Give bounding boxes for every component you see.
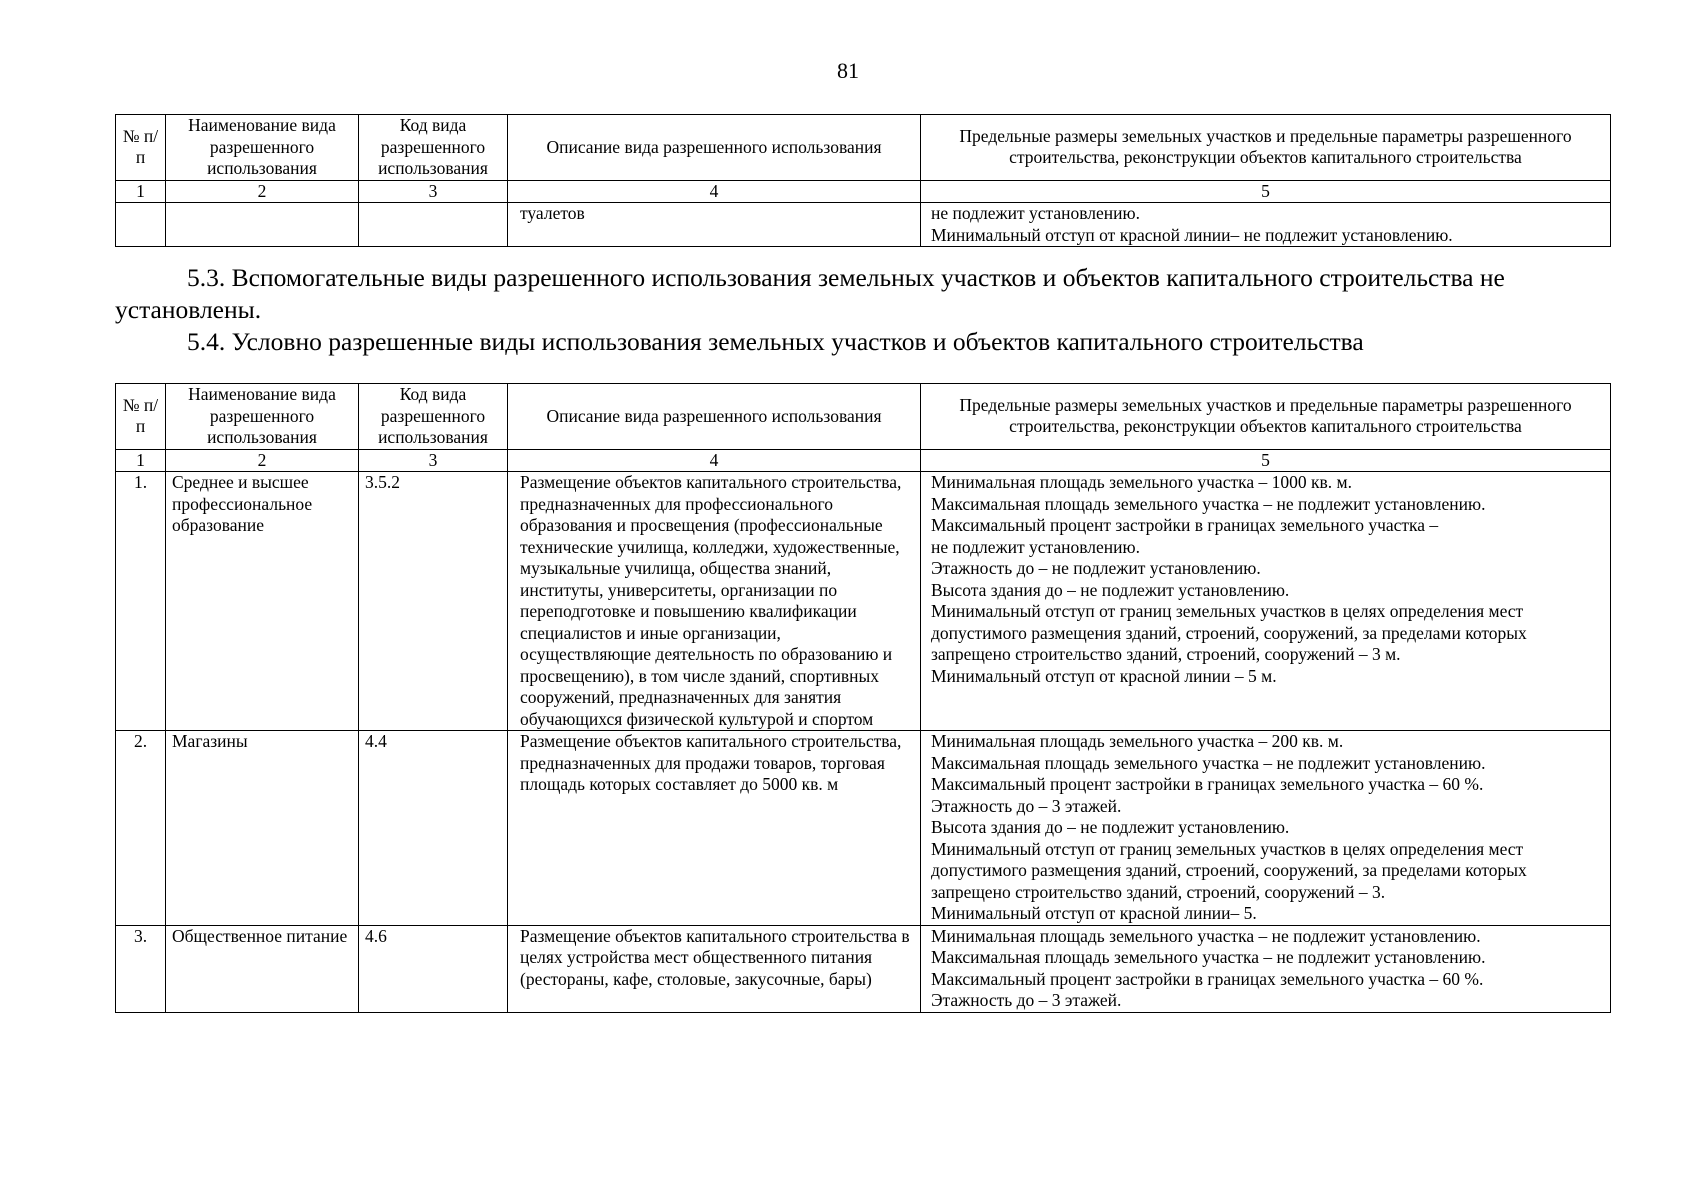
header-number: № п/п [116,115,166,181]
table-row [116,203,1611,247]
column-number: 1 [116,449,166,472]
table-header-row [116,384,1611,450]
table-row [116,472,1611,731]
column-number: 4 [508,449,921,472]
column-number: 3 [359,449,508,472]
table-row [116,731,1611,926]
header-description: Описание вида разрешенного использования [508,115,921,181]
row-description: туалетов [508,203,921,247]
column-number: 4 [508,180,921,203]
row-code [359,203,508,247]
column-number: 5 [921,449,1611,472]
header-name: Наименование вида разрешенного использования [166,115,359,181]
row-params: Минимальная площадь земельного участка – 1000 кв. м. Максимальная площадь земельного участка – не подлежит установлению. Максимальный процент застройки в границах земельного участка – не подлежит установлению. Этажность до – не подлежит установлению. Высота здания до – не подлежит установлению. Минимальный отступ от границ земельных участков в целях определения мест допустимого размещения зданий, строений, сооружений, за пределами которых запрещено строительство зданий, строений, сооружений – 3 м. Минимальный отступ от красной линии – 5 м. [921,472,1611,731]
header-code: Код вида разрешенного использования [359,384,508,450]
row-params: не подлежит установлению. Минимальный отступ от красной линии– не подлежит установлению. [921,203,1611,247]
section-heading-5-3: 5.3. Вспомогательные виды разрешенного использования земельных участков и объектов капитального строительства не установлены. [115,263,1505,324]
row-name [166,203,359,247]
column-number: 3 [359,180,508,203]
header-name: Наименование вида разрешенного использования [166,384,359,450]
column-number: 1 [116,180,166,203]
row-params: Минимальная площадь земельного участка – 200 кв. м. Максимальная площадь земельного участка – не подлежит установлению. Максимальный процент застройки в границах земельного участка – 60 %. Этажность до – 3 этажей. Высота здания до – не подлежит установлению. Минимальный отступ от границ земельных участков в целях определения мест допустимого размещения зданий, строений, сооружений, за пределами которых запрещено строительство зданий, строений, сооружений – 3. Минимальный отступ от красной линии– 5. [921,731,1611,926]
row-description: Размещение объектов капитального строительства, предназначенных для профессионального образования и просвещения (профессиональные технические училища, колледжи, художественные, музыкальные училища, общества знаний, институты, университеты, организации по переподготовке и повышению квалификации специалистов и иные организации, осуществляющие деятельность по образованию и просвещению), в том числе зданий, спортивных сооружений, предназначенных для занятия обучающихся физической культурой и спортом [508,472,921,731]
header-params: Предельные размеры земельных участков и предельные параметры разрешенного строительства, реконструкции объектов капитального строительства [921,115,1611,181]
page-number: 81 [837,58,859,83]
row-name: Магазины [166,731,359,926]
table-header-row [116,115,1611,181]
row-code: 3.5.2 [359,472,508,731]
header-params: Предельные размеры земельных участков и предельные параметры разрешенного строительства, реконструкции объектов капитального строительства [921,384,1611,450]
column-number: 2 [166,180,359,203]
row-code: 4.4 [359,731,508,926]
row-name: Общественное питание [166,925,359,1012]
header-description: Описание вида разрешенного использования [508,384,921,450]
column-number: 5 [921,180,1611,203]
column-number-row [116,180,1611,203]
row-description: Размещение объектов капитального строительства в целях устройства мест общественного питания (рестораны, кафе, столовые, закусочные, бары) [508,925,921,1012]
column-number: 2 [166,449,359,472]
row-number [116,203,166,247]
header-number: № п/п [116,384,166,450]
row-params: Минимальная площадь земельного участка – не подлежит установлению. Максимальная площадь земельного участка – не подлежит установлению. Максимальный процент застройки в границах земельного участка – 60 %. Этажность до – 3 этажей. [921,925,1611,1012]
row-number: 3. [116,925,166,1012]
row-description: Размещение объектов капитального строительства, предназначенных для продажи товаров, торговая площадь которых составляет до 5000 кв. м [508,731,921,926]
row-name: Среднее и высшее профессиональное образование [166,472,359,731]
row-code: 4.6 [359,925,508,1012]
row-number: 1. [116,472,166,731]
column-number-row [116,449,1611,472]
continuation-table [115,114,1611,247]
header-code: Код вида разрешенного использования [359,115,508,181]
section-heading-5-4: 5.4. Условно разрешенные виды использования земельных участков и объектов капитального строительства [187,327,1364,356]
conditional-uses-table [115,383,1611,1013]
table-row [116,925,1611,1012]
row-number: 2. [116,731,166,926]
